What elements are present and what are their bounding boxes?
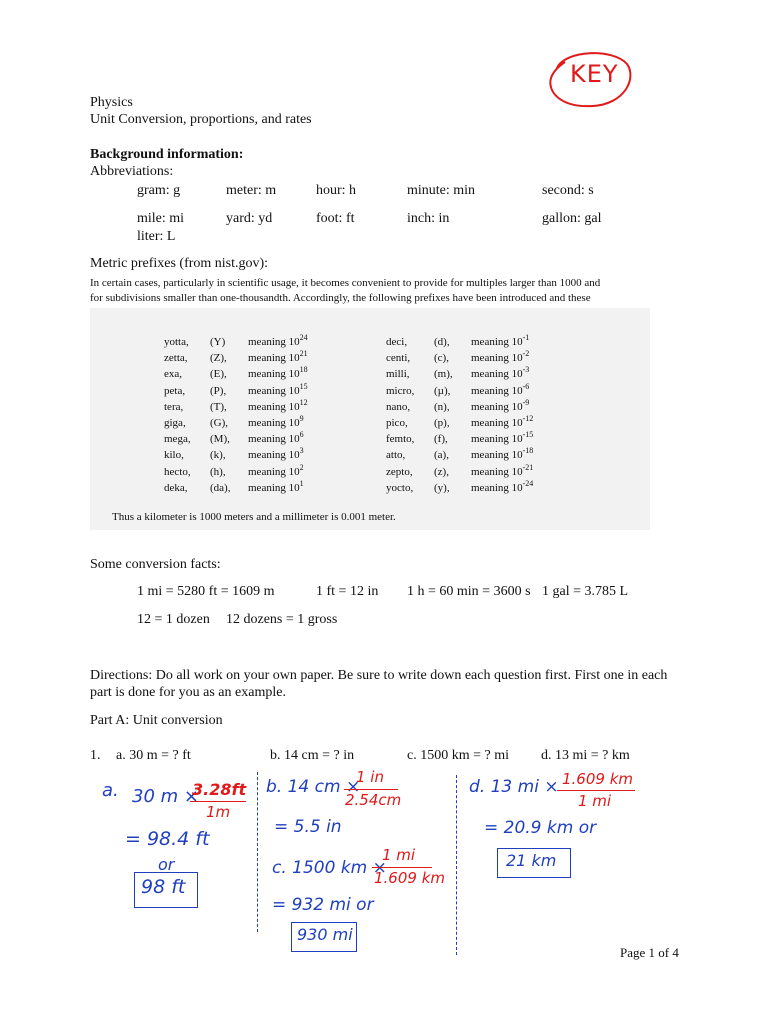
prefix-meaning [471,349,530,365]
page-number: Page 1 of 4 [620,945,679,960]
prefix-exponent: 1 [299,478,304,488]
prefix-meaning-word: meaning 10 [248,352,300,365]
abbrev-minute: minute: min [407,183,476,198]
answer-d-final: 21 km [506,851,557,870]
prefix-symbol: (P), [210,384,227,397]
prefix-name: giga, [164,417,186,429]
question-c: c. 1500 km = ? mi [407,748,509,763]
answer-b-fraction-bar [344,789,398,790]
prefix-meaning [471,397,530,413]
prefix-meaning-word: meaning 10 [248,400,300,413]
prefix-name: yocto, [386,481,414,494]
prefix-symbol: (M), [210,433,230,446]
prefix-exponent: -6 [522,381,530,391]
prefix-symbol: (y), [434,481,450,494]
prefix-name: atto, [386,449,406,462]
prefix-meaning [471,462,534,478]
prefix-exponent: 9 [299,414,304,423]
prefix-meaning-word: meaning 10 [248,433,300,446]
prefix-name: deci, [386,336,408,348]
page-title: Unit Conversion, proportions, and rates [90,112,312,127]
prefix-symbol: (m), [434,368,453,381]
answer-b-denominator: 2.54cm [345,791,402,809]
abbrev-foot: foot: ft [316,211,355,226]
answer-d-fraction-bar [557,790,635,791]
conversion-fact-gross: 12 dozens = 1 gross [226,612,338,627]
prefix-table [90,308,650,530]
prefix-symbol: (da), [210,481,231,494]
prefix-meaning [248,414,304,429]
prefix-exponent: 21 [299,349,308,359]
answer-a-result: = 98.4 ft [125,828,210,850]
prefix-name: mega, [164,433,191,446]
prefix-symbol: (G), [210,417,229,429]
answer-b-result: = 5.5 in [274,817,342,837]
prefix-exponent: -18 [522,446,534,456]
abbrev-hour: hour: h [316,183,357,198]
answer-a-numerator: 3.28ft [192,780,247,799]
prefix-meaning-word: meaning 10 [471,417,523,429]
prefix-symbol: (n), [434,400,450,413]
prefix-exponent: -24 [522,478,534,488]
abbrev-meter: meter: m [226,183,277,198]
prefix-symbol: (z), [434,465,449,478]
prefix-name: nano, [386,400,411,413]
answer-a-denominator: 1m [206,803,231,821]
answer-d-setup: d. 13 mi × [469,777,559,797]
prefix-name: milli, [386,368,410,381]
prefix-name: centi, [386,352,411,365]
prefix-meaning [471,414,534,429]
prefix-meaning-word: meaning 10 [248,449,300,462]
answer-b-numerator: 1 in [356,768,384,786]
prefix-exponent: 18 [299,365,308,375]
prefix-meaning-word: meaning 10 [471,465,523,478]
prefix-name: hecto, [164,465,191,478]
directions-line-2: part is done for you as an example. [90,685,286,700]
prefix-meaning-word: meaning 10 [248,368,300,381]
prefix-symbol: (Z), [210,352,227,365]
prefix-meaning-word: meaning 10 [471,352,523,365]
prefix-name: peta, [164,384,186,397]
prefix-meaning-word: meaning 10 [471,384,523,397]
prefix-symbol: (E), [210,368,227,381]
prefix-name: exa, [164,368,183,381]
prefix-symbol: (c), [434,352,449,365]
answer-d-numerator: 1.609 km [562,770,634,788]
prefix-exponent: -12 [522,414,534,423]
prefix-meaning [471,381,530,397]
conversion-fact-hour: 1 h = 60 min = 3600 s [407,584,531,599]
conversion-fact-dozen: 12 = 1 dozen [137,612,210,627]
prefix-meaning [471,478,534,494]
answer-c-setup: c. 1500 km × [272,858,387,878]
prefix-symbol: (T), [210,400,227,413]
answer-b-setup: b. 14 cm × [266,777,361,797]
prefix-symbol: (f), [434,433,448,446]
prefix-exponent: 3 [299,446,304,456]
prefix-meaning-word: meaning 10 [248,481,300,494]
prefix-meaning [248,478,304,494]
prefix-exponent: -1 [522,333,530,342]
prefix-exponent: -15 [522,430,534,440]
directions-line-1: Directions: Do all work on your own paper. Be sure to write down each question first. First one in each [90,668,668,683]
prefix-meaning-word: meaning 10 [471,433,523,446]
answer-a-or: or [158,855,175,874]
prefix-exponent: -2 [522,349,530,359]
prefix-symbol: (µ), [434,384,451,397]
answer-a-setup: 30 m × [132,786,199,807]
prefix-meaning [248,462,304,478]
prefix-meaning-word: meaning 10 [471,400,523,413]
prefix-exponent: 24 [299,333,308,342]
prefix-footer: Thus a kilometer is 1000 meters and a millimeter is 0.001 meter. [112,511,396,523]
prefix-exponent: 12 [299,397,308,407]
prefix-meaning [248,397,308,413]
part-a-label: Part A: Unit conversion [90,713,223,728]
work-divider-left [257,772,258,932]
prefix-symbol: (d), [434,336,450,348]
metric-prefixes-label: Metric prefixes (from nist.gov): [90,256,269,271]
abbrev-gram: gram: g [137,183,181,198]
prefix-symbol: (Y) [210,336,226,348]
answer-c-final: 930 mi [297,925,353,944]
subject: Physics [90,95,133,110]
prefix-name: kilo, [164,449,184,462]
prefix-symbol: (h), [210,465,226,478]
question-b: b. 14 cm = ? in [270,748,355,763]
metric-intro-line-1: In certain cases, particularly in scientific usage, it becomes convenient to provide for multiples larger than 1000 and [90,277,601,289]
prefix-meaning [248,381,308,397]
conversion-fact-gallon: 1 gal = 3.785 L [542,584,629,599]
prefix-symbol: (a), [434,449,449,462]
prefix-meaning-word: meaning 10 [248,336,300,348]
prefix-meaning [471,446,534,462]
prefix-meaning-word: meaning 10 [248,417,300,429]
prefix-meaning [248,365,308,381]
prefix-name: pico, [386,417,408,429]
prefix-symbol: (k), [210,449,226,462]
abbrev-yard: yard: yd [226,211,273,226]
work-divider-right [456,775,457,955]
question-a: a. 30 m = ? ft [116,748,191,763]
prefix-name: zetta, [164,352,188,365]
abbrev-mile: mile: mi [137,211,185,226]
abbrev-second: second: s [542,183,594,198]
prefix-meaning-word: meaning 10 [248,465,300,478]
prefix-name: micro, [386,384,415,397]
answer-d-result: = 20.9 km or [484,818,597,838]
answer-c-result: = 932 mi or [272,895,374,915]
answer-c-numerator: 1 mi [382,846,416,864]
prefix-meaning [248,349,308,365]
prefix-meaning [471,430,534,446]
conversion-fact-foot: 1 ft = 12 in [316,584,379,599]
answer-a-label: a. [102,780,119,801]
prefix-meaning [248,333,308,348]
prefix-meaning [248,446,304,462]
prefix-exponent: -9 [522,397,530,407]
abbrev-liter: liter: L [137,229,176,244]
answer-c-fraction-bar [372,867,432,868]
metric-intro-line-2: for subdivisions smaller than one-thousandth. Accordingly, the following prefixes have been introduced and these [90,292,591,304]
prefix-exponent: 15 [299,381,308,391]
prefix-meaning-word: meaning 10 [471,336,523,348]
prefix-meaning-word: meaning 10 [471,368,523,381]
key-stamp: KEY [570,60,619,88]
prefix-name: yotta, [164,336,189,348]
prefix-symbol: (p), [434,417,450,429]
background-heading: Background information: [90,147,244,162]
conversion-label: Some conversion facts: [90,557,221,572]
prefix-meaning-word: meaning 10 [471,449,523,462]
answer-a-final: 98 ft [141,876,186,898]
prefix-meaning [248,430,304,446]
question-number: 1. [90,748,101,763]
prefix-name: zepto, [386,465,413,478]
answer-d-denominator: 1 mi [578,792,612,810]
abbreviations-label: Abbreviations: [90,164,174,179]
prefix-exponent: 2 [299,462,304,472]
answer-c-denominator: 1.609 km [374,869,446,887]
prefix-name: femto, [386,433,415,446]
answer-a-fraction-bar [190,801,246,802]
prefix-exponent: -3 [522,365,530,375]
prefix-meaning-word: meaning 10 [248,384,300,397]
prefix-name: deka, [164,481,188,494]
abbrev-gallon: gallon: gal [542,211,602,226]
prefix-exponent: -21 [522,462,534,472]
conversion-fact-mile: 1 mi = 5280 ft = 1609 m [137,584,275,599]
prefix-meaning [471,333,530,348]
question-d: d. 13 mi = ? km [541,748,630,763]
abbrev-inch: inch: in [407,211,450,226]
prefix-name: tera, [164,400,184,413]
prefix-meaning-word: meaning 10 [471,481,523,494]
prefix-exponent: 6 [299,430,304,440]
prefix-meaning [471,365,530,381]
